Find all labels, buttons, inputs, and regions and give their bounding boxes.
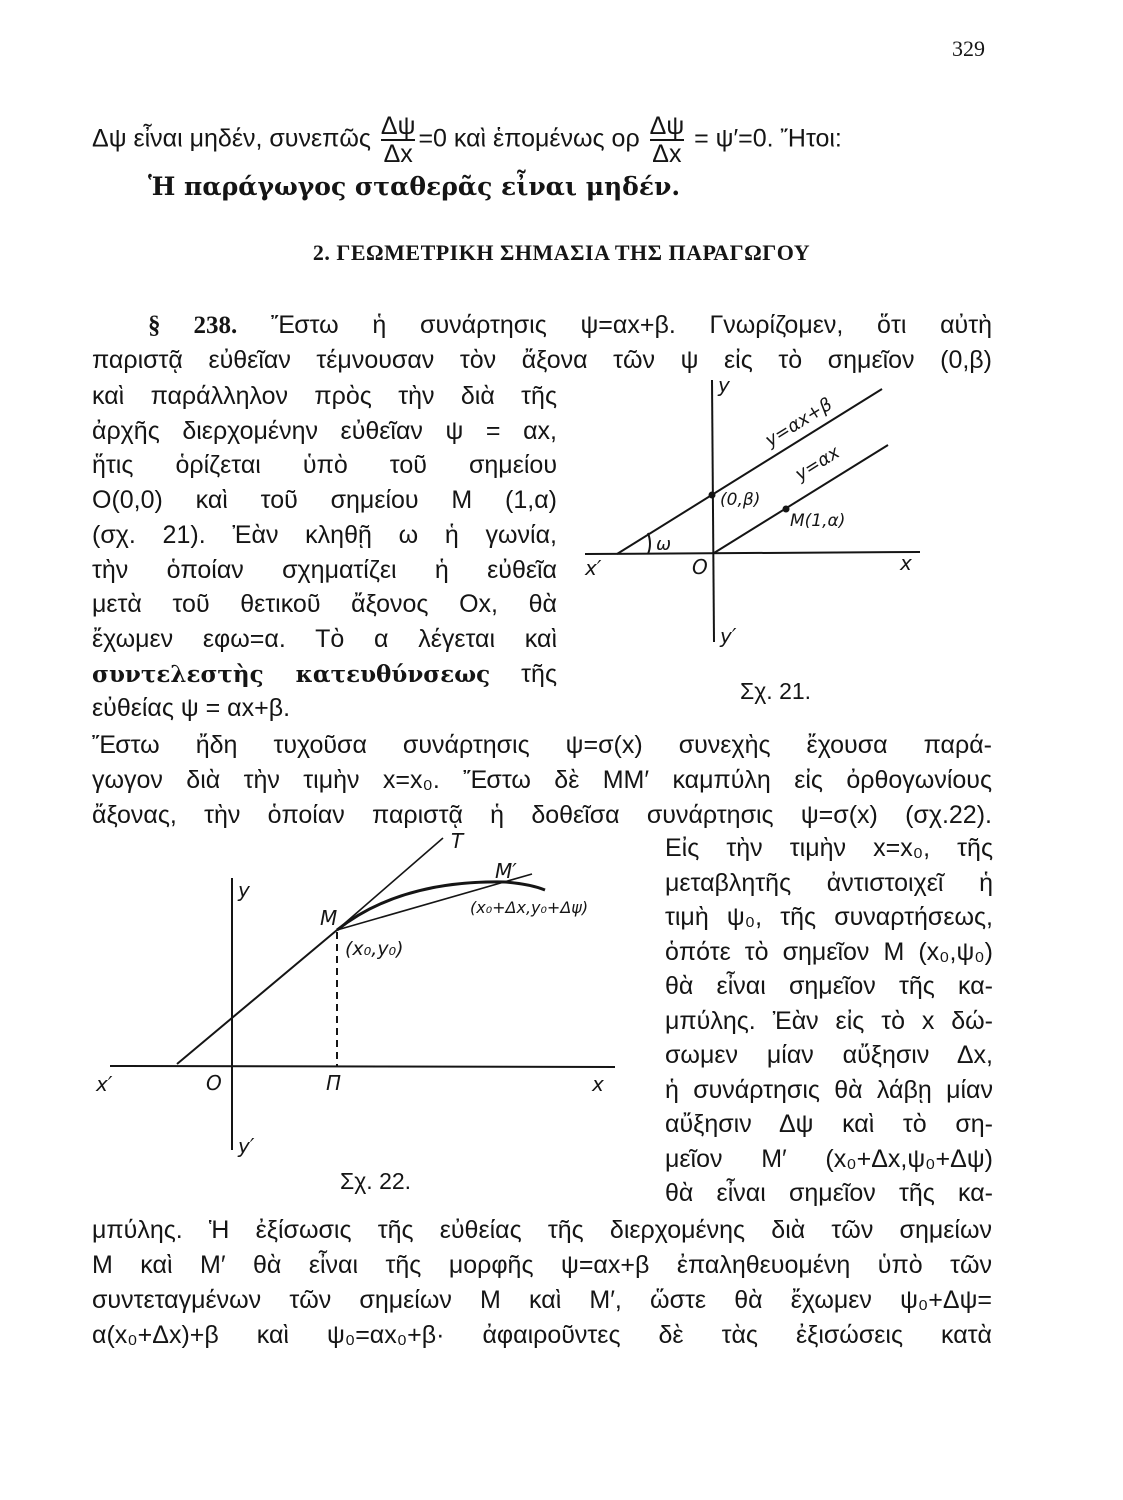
- curve-lower-part: [177, 930, 337, 1064]
- label-point-b: (0,β): [720, 490, 761, 510]
- label-m-prime: M′: [495, 859, 517, 883]
- denominator: Δx: [652, 140, 682, 168]
- label-origin: O: [692, 555, 708, 579]
- paragraph-line: ἀρχῆς διερχομένην εὐθεῖαν ψ = αx,: [92, 416, 557, 445]
- figure-21-caption: Σχ. 21.: [740, 678, 812, 704]
- paragraph-line: ὁπότε τὸ σημεῖον M (x₀,ψ₀): [665, 937, 993, 966]
- page-number: 329: [952, 36, 985, 61]
- paragraph-line: ἥτις ὁρίζεται ὑπὸ τοῦ σημείου: [92, 451, 557, 480]
- paragraph-line: Ἔστω ἤδη τυχοῦσα συνάρτησις ψ=σ(x) συνεχὴς ἔχουσα παρά-: [92, 731, 992, 759]
- theorem: Ἡ παράγωγος σταθερᾶς εἶναι μηδέν.: [148, 172, 681, 201]
- paragraph-line: εὐθείας ψ = αx+β.: [92, 694, 291, 722]
- paragraph-line: μεῖον M′ (x₀+Δx,ψ₀+Δψ): [665, 1144, 993, 1173]
- numerator: Δψ: [649, 112, 685, 140]
- paragraph-line: α(x₀+Δx)+β καὶ ψ₀=αx₀+β· ἀφαιροῦντες δὲ τὰς ἐξισώσεις κατὰ: [92, 1321, 992, 1349]
- text: =0 καὶ ἑπομένως ορ: [418, 124, 640, 153]
- paragraph-line: τιμὴ ψ₀, τῆς συναρτήσεως,: [665, 903, 993, 931]
- label-y: y: [718, 373, 730, 397]
- tangent-line: [337, 838, 443, 930]
- label-origin: O: [206, 1071, 222, 1095]
- label-omega: ω: [656, 534, 672, 555]
- denominator: Δx: [383, 140, 413, 168]
- paragraph-line: παριστᾷ εὐθεῖαν τέμνουσαν τὸν ἄξονα τῶν ψ εἰς τὸ σημεῖον (0,β): [92, 346, 992, 374]
- paragraph-line: συντεταγμένων τῶν σημείων M καὶ M′, ὥστε θὰ ἔχωμεν ψ₀+Δψ=: [92, 1286, 992, 1314]
- label-tangent: T: [451, 829, 464, 853]
- label-x: x: [592, 1072, 604, 1096]
- paragraph-line: σωμεν μίαν αὔξησιν Δx,: [665, 1041, 993, 1069]
- label-foot: Π: [326, 1071, 342, 1095]
- label-x-prime: x′: [96, 1072, 113, 1096]
- paragraph-line: μπύλης. Ἐὰν εἰς τὸ x δώ-: [665, 1006, 993, 1035]
- paragraph-line: O(0,0) καὶ τοῦ σημείου M (1,α): [92, 486, 557, 515]
- paragraph-line: μετὰ τοῦ θετικοῦ ἄξονος Ox, θὰ: [92, 590, 557, 619]
- figure-22-caption: Σχ. 22.: [340, 1168, 412, 1194]
- label-m-prime-coords: (x₀+Δx,y₀+Δψ): [470, 898, 589, 917]
- paragraph-line: ἔχωμεν εφω=α. Τὸ α λέγεται καὶ: [92, 624, 557, 653]
- bold-term: συντελεστὴς κατευθύνσεως: [92, 661, 491, 688]
- numerator: Δψ: [380, 112, 416, 140]
- paragraph-line: αὔξησιν Δψ καὶ τὸ ση-: [665, 1110, 993, 1138]
- text: Δψ εἶναι μηδέν, συνεπῶς: [92, 124, 371, 153]
- label-x: x: [900, 551, 912, 575]
- x-axis: [110, 1066, 615, 1067]
- text: τῆς: [521, 660, 557, 688]
- paragraph-line: γωγον διὰ τὴν τιμὴν x=x₀. Ἔστω δὲ MM′ καμπύλη εἰς ὀρθογωνίους: [92, 766, 992, 794]
- label-y-prime: y′: [720, 624, 737, 648]
- label-m: M: [320, 906, 338, 930]
- paragraph-line: τὴν ὁποίαν σχηματίζει ἡ εὐθεῖα: [92, 555, 557, 584]
- label-line-ax-plus-b: y=αx+β: [761, 393, 837, 452]
- paragraph-line: ἡ συνάρτησις θὰ λάβῃ μίαν: [665, 1075, 993, 1104]
- label-y: y: [238, 878, 250, 902]
- paragraph-line: μπύλης. Ἡ ἐξίσωσις τῆς εὐθείας τῆς διερχομένης διὰ τῶν σημείων: [92, 1216, 992, 1244]
- label-point-m: M(1,α): [790, 511, 846, 531]
- label-y-prime: y′: [238, 1134, 255, 1158]
- label-m-coords: (x₀,y₀): [345, 938, 404, 960]
- paragraph-line: ἄξονας, τὴν ὁποίαν παριστᾷ ἡ δοθεῖσα συνάρτησις ψ=σ(x) (σχ.22).: [92, 801, 992, 829]
- label-x-prime: x′: [585, 556, 602, 580]
- paragraph-line: M καὶ M′ θὰ εἶναι τῆς μορφῆς ψ=αx+β ἐπαληθευομένη ὑπὸ τῶν: [92, 1251, 992, 1279]
- text: = ψ′=0. Ἤτοι:: [694, 124, 842, 153]
- paragraph-line: μεταβλητῆς ἀντιστοιχεῖ ἡ: [665, 868, 993, 897]
- paragraph-line: θὰ εἶναι σημεῖον τῆς κα-: [665, 1179, 993, 1207]
- paragraph-line: Εἰς τὴν τιμὴν x=x₀, τῆς: [665, 834, 993, 862]
- section-mark: § 238.: [148, 312, 238, 339]
- label-line-ax: y=αx: [791, 441, 844, 486]
- paragraph-line: θὰ εἶναι σημεῖον τῆς κα-: [665, 972, 993, 1000]
- paragraph-line: (σχ. 21). Ἐὰν κληθῇ ω ἡ γωνία,: [92, 520, 557, 549]
- paragraph-line: καὶ παράλληλον πρὸς τὴν διὰ τῆς: [92, 382, 557, 410]
- section-heading: 2. ΓΕΩΜΕΤΡΙΚΗ ΣΗΜΑΣΙΑ ΤΗΣ ΠΑΡΑΓΩΓΟΥ: [312, 240, 811, 265]
- text: Ἔστω ἡ συνάρτησις ψ=αx+β. Γνωρίζομεν, ὅτι αὐτὴ: [271, 311, 993, 339]
